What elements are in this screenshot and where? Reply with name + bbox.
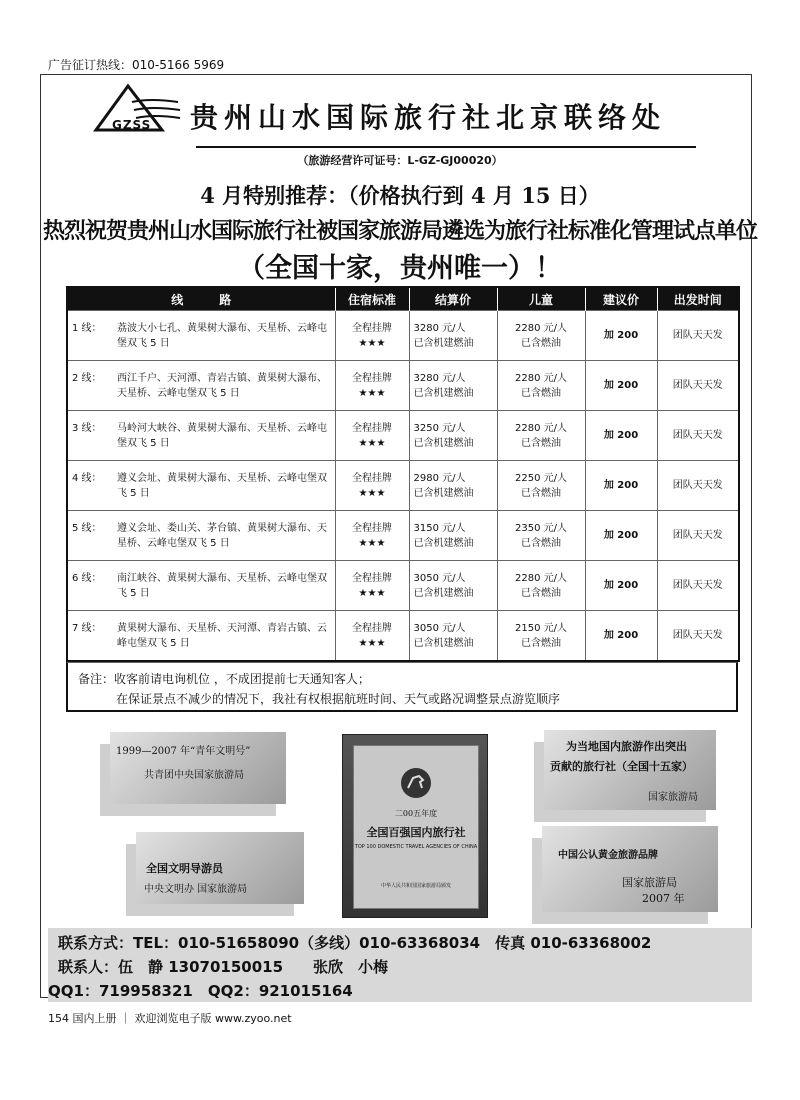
- route-number: 7 线：: [72, 622, 102, 634]
- hotel-cell: [335, 611, 409, 662]
- suggested-price: 加 200: [585, 461, 657, 511]
- star-rating: ★★★: [358, 387, 386, 399]
- child-price: 2350 元/人: [515, 522, 567, 534]
- suggested-price: 加 200: [585, 411, 657, 461]
- departure-time: 团队天天发: [657, 411, 739, 461]
- departure-time: 团队天天发: [657, 361, 739, 411]
- hotel-standard: 全程挂牌: [352, 572, 392, 584]
- child-cell: [497, 411, 585, 461]
- award-title: 全国文明导游员: [146, 862, 223, 875]
- award-title: 中国公认黄金旅游品牌: [558, 850, 658, 861]
- award-year: 2007 年: [642, 892, 685, 905]
- child-cell: [497, 561, 585, 611]
- table-row: [67, 561, 739, 611]
- route-cell: [67, 561, 335, 611]
- award-issuer: 中央文明办 国家旅游局: [144, 884, 248, 895]
- certificate-year: 二00五年度: [394, 809, 438, 818]
- certificate-english: TOP 100 DOMESTIC TRAVEL AGENCIES OF CHINA: [354, 844, 478, 850]
- child-note: 已含燃油: [521, 487, 561, 499]
- price-note: 已含机建燃油: [413, 387, 474, 399]
- price-note: 已含机建燃油: [413, 487, 474, 499]
- route-number: 4 线：: [72, 472, 102, 484]
- award-title-line-2: 贡献的旅行社（全国十五家）: [550, 760, 693, 773]
- award-youth-civilization: [110, 732, 286, 804]
- suggested-price: 加 200: [585, 561, 657, 611]
- route-number: 6 线：: [72, 572, 102, 584]
- header-price: 结算价: [409, 287, 497, 311]
- table-row: [67, 361, 739, 411]
- route-cell: [67, 611, 335, 662]
- license-number: （旅游经营许可证号：L-GZ-GJ00020）: [297, 154, 503, 167]
- award-golden-brand: [542, 826, 718, 912]
- price-cell: [409, 561, 497, 611]
- price-value: 3150 元/人: [413, 522, 466, 534]
- award-domestic-tourism: [544, 730, 716, 810]
- award-issuer: 国家旅游局: [648, 792, 698, 803]
- departure-time: 团队天天发: [657, 311, 739, 361]
- notes-line-2: 在保证景点不减少的情况下，我社有权根据航班时间、天气或路况调整景点游览顺序: [116, 692, 561, 706]
- route-cell: [67, 311, 335, 361]
- certificate-issuer: 中华人民共和国国家旅游局颁发: [380, 883, 451, 889]
- table-row: [67, 311, 739, 361]
- route-description: 西江千户、天河潭、青岩古镇、黄果树大瀑布、天星桥、云峰屯堡双飞 5 日: [117, 372, 327, 399]
- award-issuer: 国家旅游局: [622, 876, 677, 889]
- route-cell: [67, 361, 335, 411]
- route-cell: [67, 461, 335, 511]
- child-cell: [497, 611, 585, 662]
- notes-box: [66, 662, 738, 712]
- route-number: 2 线：: [72, 372, 102, 384]
- child-price: 2280 元/人: [515, 422, 567, 434]
- child-cell: [497, 511, 585, 561]
- award-title: 1999—2007 年“青年文明号”: [116, 746, 251, 757]
- hotel-cell: [335, 511, 409, 561]
- hotel-cell: [335, 561, 409, 611]
- child-cell: [497, 311, 585, 361]
- price-value: 3280 元/人: [413, 372, 466, 384]
- route-description: 马岭河大峡谷、黄果树大瀑布、天星桥、云峰屯堡双飞 5 日: [117, 422, 327, 449]
- special-offer-headline: 4 月特别推荐：（价格执行到 4 月 15 日）: [200, 183, 600, 208]
- horse-emblem-icon: [399, 766, 433, 800]
- price-note: 已含机建燃油: [413, 437, 474, 449]
- route-number: 5 线：: [72, 522, 102, 534]
- contact-phones: 联系方式：TEL：010-51658090（多线）010-63368034 传真 010-63368002: [58, 934, 652, 952]
- child-price: 2280 元/人: [515, 322, 567, 334]
- contact-persons: 联系人：伍 静 13070150015 张欣 小梅: [58, 958, 389, 976]
- child-cell: [497, 361, 585, 411]
- price-cell: [409, 411, 497, 461]
- departure-time: 团队天天发: [657, 461, 739, 511]
- price-note: 已含机建燃油: [413, 637, 474, 649]
- star-rating: ★★★: [358, 337, 386, 349]
- hotel-standard: 全程挂牌: [352, 372, 392, 384]
- table-row: [67, 411, 739, 461]
- contact-qq: QQ1：719958321 QQ2：921015164: [48, 982, 353, 1000]
- route-cell: [67, 411, 335, 461]
- award-civil-guide: [136, 832, 304, 904]
- suggested-price: 加 200: [585, 511, 657, 561]
- logo-text: GZSS: [112, 118, 152, 132]
- route-description: 荔波大小七孔、黄果树大瀑布、天星桥、云峰屯堡双飞 5 日: [117, 322, 327, 349]
- certificate-plaque: [353, 745, 479, 909]
- header-hotel: 住宿标准: [335, 287, 409, 311]
- child-note: 已含燃油: [521, 537, 561, 549]
- price-cell: [409, 511, 497, 561]
- departure-time: 团队天天发: [657, 611, 739, 662]
- child-note: 已含燃油: [521, 637, 561, 649]
- child-note: 已含燃油: [521, 387, 561, 399]
- hotel-cell: [335, 411, 409, 461]
- price-cell: [409, 461, 497, 511]
- star-rating: ★★★: [358, 437, 386, 449]
- price-value: 3280 元/人: [413, 322, 466, 334]
- ad-hotline: 广告征订热线：010-5166 5969: [48, 58, 225, 72]
- route-number: 3 线：: [72, 422, 102, 434]
- award-issuer: 共青团中央国家旅游局: [144, 770, 244, 781]
- departure-time: 团队天天发: [657, 561, 739, 611]
- table-row: [67, 511, 739, 561]
- star-rating: ★★★: [358, 537, 386, 549]
- route-description: 遵义会址、娄山关、茅台镇、黄果树大瀑布、天星桥、云峰屯堡双飞 5 日: [117, 522, 327, 549]
- table-header: [67, 287, 739, 311]
- star-rating: ★★★: [358, 487, 386, 499]
- price-note: 已含机建燃油: [413, 587, 474, 599]
- hotel-cell: [335, 311, 409, 361]
- price-cell: [409, 361, 497, 411]
- suggested-price: 加 200: [585, 361, 657, 411]
- price-cell: [409, 611, 497, 662]
- hotel-standard: 全程挂牌: [352, 472, 392, 484]
- star-rating: ★★★: [358, 587, 386, 599]
- route-number: 1 线：: [72, 322, 102, 334]
- hotel-standard: 全程挂牌: [352, 422, 392, 434]
- child-price: 2280 元/人: [515, 372, 567, 384]
- company-name: 贵州山水国际旅行社北京联络处: [190, 101, 667, 134]
- hotel-standard: 全程挂牌: [352, 622, 392, 634]
- congratulation-line: 热烈祝贺贵州山水国际旅行社被国家旅游局遴选为旅行社标准化管理试点单位: [42, 219, 757, 244]
- child-note: 已含燃油: [521, 587, 561, 599]
- header-suggested: 建议价: [585, 287, 657, 311]
- price-value: 3050 元/人: [413, 572, 466, 584]
- price-note: 已含机建燃油: [413, 337, 474, 349]
- child-note: 已含燃油: [521, 437, 561, 449]
- award-top100-certificate: [342, 734, 488, 918]
- child-price: 2150 元/人: [515, 622, 567, 634]
- header-depart: 出发时间: [657, 287, 739, 311]
- national-ranking: （全国十家，贵州唯一）！: [238, 253, 562, 284]
- suggested-price: 加 200: [585, 611, 657, 662]
- hotel-cell: [335, 361, 409, 411]
- hotel-standard: 全程挂牌: [352, 522, 392, 534]
- child-price: 2280 元/人: [515, 572, 567, 584]
- header-route: 线 路: [67, 287, 335, 311]
- table-row: [67, 611, 739, 662]
- title-rule: [196, 146, 696, 148]
- price-note: 已含机建燃油: [413, 537, 474, 549]
- star-rating: ★★★: [358, 637, 386, 649]
- notes-line-1: 备注：收客前请电询机位 ，不成团提前七天通知客人；: [78, 672, 370, 686]
- child-note: 已含燃油: [521, 337, 561, 349]
- page-footer: 154 国内上册 ｜ 欢迎浏览电子版 www.zyoo.net: [48, 1012, 292, 1025]
- hotel-standard: 全程挂牌: [352, 322, 392, 334]
- route-cell: [67, 511, 335, 561]
- route-table: [66, 286, 740, 662]
- child-price: 2250 元/人: [515, 472, 567, 484]
- route-description: 遵义会址、黄果树大瀑布、天星桥、云峰屯堡双飞 5 日: [117, 472, 327, 499]
- route-description: 黄果树大瀑布、天星桥、天河潭、青岩古镇、云峰屯堡双飞 5 日: [117, 622, 327, 649]
- table-row: [67, 461, 739, 511]
- certificate-title: 全国百强国内旅行社: [366, 826, 466, 839]
- price-cell: [409, 311, 497, 361]
- price-value: 3250 元/人: [413, 422, 466, 434]
- route-description: 南江峡谷、黄果树大瀑布、天星桥、云峰屯堡双飞 5 日: [117, 572, 327, 599]
- price-value: 3050 元/人: [413, 622, 466, 634]
- price-value: 2980 元/人: [413, 472, 466, 484]
- award-title-line-1: 为当地国内旅游作出突出: [566, 740, 687, 753]
- suggested-price: 加 200: [585, 311, 657, 361]
- hotel-cell: [335, 461, 409, 511]
- child-cell: [497, 461, 585, 511]
- header-child: 儿童: [497, 287, 585, 311]
- departure-time: 团队天天发: [657, 511, 739, 561]
